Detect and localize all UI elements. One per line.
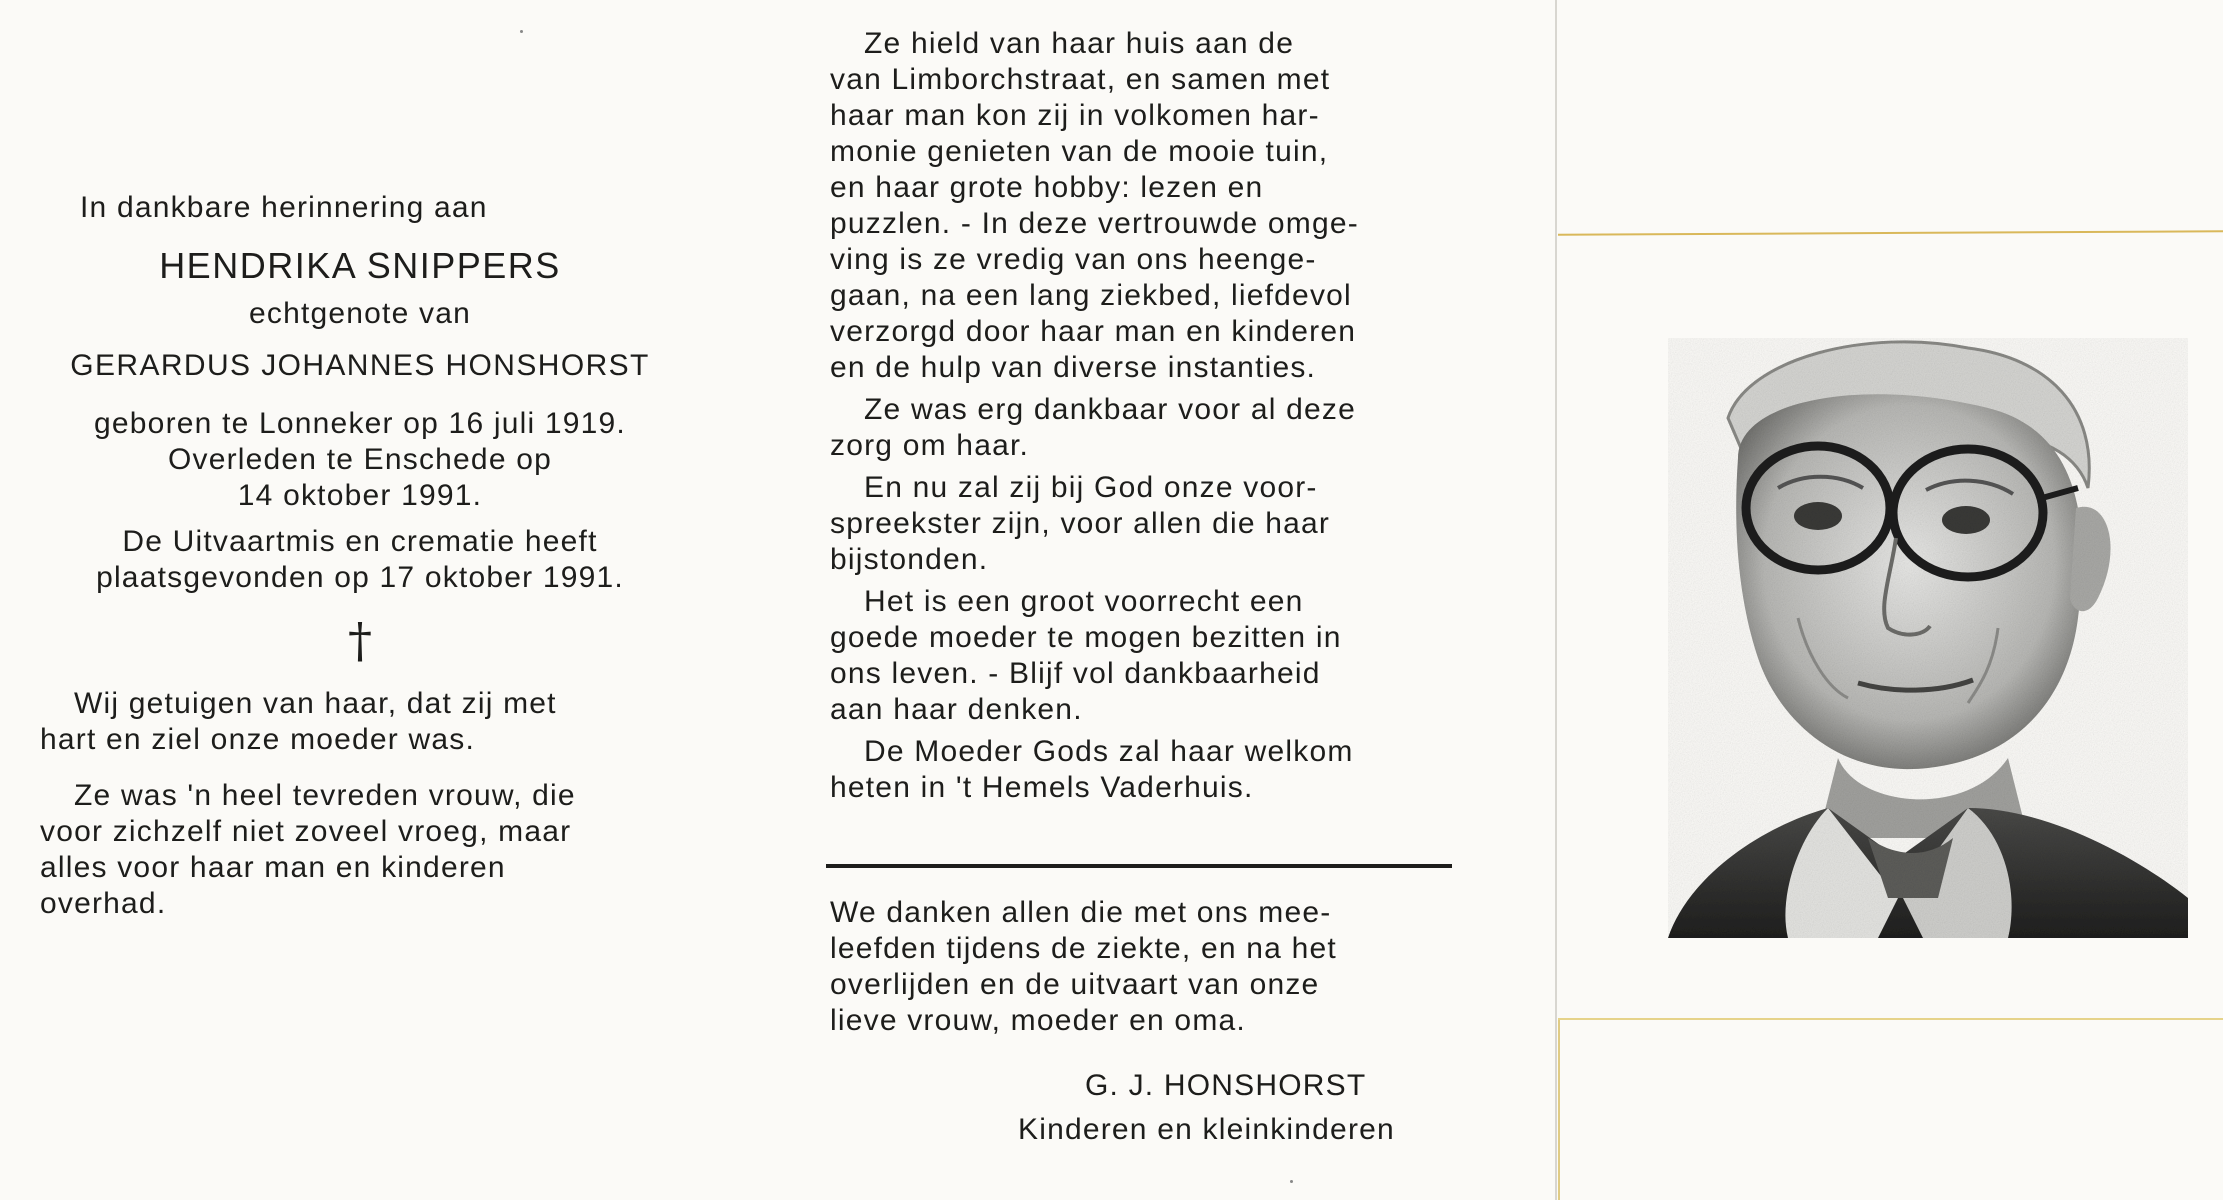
paragraph-2-line-3: alles voor haar man en kinderen — [40, 851, 506, 884]
born-line-1: geboren te Lonneker op 16 juli 1919. — [94, 407, 626, 440]
body-line: bijstonden. — [830, 543, 989, 576]
spouse-name: GERARDUS JOHANNES HONSHORST — [70, 349, 650, 382]
tape-edge-side — [1558, 1020, 1560, 1200]
funeral-line-2: plaatsgevonden op 17 oktober 1991. — [96, 561, 624, 594]
thanks-block — [830, 895, 1450, 1039]
thanks-line: lieve vrouw, moeder en oma. — [830, 1004, 1246, 1037]
body-line: puzzlen. - In deze vertrouwde omge- — [830, 207, 1359, 240]
left-column — [40, 190, 680, 922]
middle-column — [830, 26, 1450, 806]
tape-edge-top — [1558, 230, 2223, 235]
paper-speck — [1290, 1180, 1293, 1183]
body-line: en de hulp van diverse instanties. — [830, 351, 1317, 384]
body-line: verzorgd door haar man en kinderen — [830, 315, 1357, 348]
body-line: spreekster zijn, voor allen die haar — [830, 507, 1331, 540]
paragraph-2-line-4: overhad. — [40, 887, 167, 920]
signature-name: G. J. HONSHORST — [1085, 1069, 1367, 1102]
intro-text: In dankbare herinnering aan — [80, 191, 488, 224]
paragraph-2-line-2: voor zichzelf niet zoveel vroeg, maar — [40, 815, 572, 848]
body-line: ons leven. - Blijf vol dankbaarheid — [830, 657, 1321, 690]
born-line-2: Overleden te Enschede op — [167, 443, 553, 476]
body-line: Ze was erg dankbaar voor al deze — [864, 393, 1356, 426]
body-line: zorg om haar. — [830, 429, 1030, 462]
divider-rule — [826, 864, 1452, 868]
body-line: goede moeder te mogen bezitten in — [830, 621, 1342, 654]
card-fold-edge — [1555, 0, 1557, 1200]
body-line: gaan, na een lang ziekbed, liefdevol — [830, 279, 1352, 312]
body-line: Het is een groot voorrecht een — [864, 585, 1304, 618]
body-line: Ze hield van haar huis aan de — [864, 27, 1295, 60]
body-line: haar man kon zij in volkomen har- — [830, 99, 1320, 132]
funeral-line-1: De Uitvaartmis en crematie heeft — [122, 525, 598, 558]
thanks-line: We danken allen die met ons mee- — [830, 896, 1332, 929]
paragraph-1-line-2: hart en ziel onze moeder was. — [40, 723, 476, 756]
thanks-line: overlijden en de uitvaart van onze — [830, 968, 1320, 1001]
paper-speck — [520, 30, 523, 33]
body-line: De Moeder Gods zal haar welkom — [864, 735, 1354, 768]
body-line: ving is ze vredig van ons heenge- — [830, 243, 1317, 276]
body-line: van Limborchstraat, en samen met — [830, 63, 1331, 96]
body-line: en haar grote hobby: lezen en — [830, 171, 1264, 204]
tape-edge-bottom — [1558, 1018, 2223, 1020]
spouse-label: echtgenote van — [249, 297, 471, 330]
portrait-photo — [1668, 338, 2188, 938]
paragraph-1-line-1: Wij getuigen van haar, dat zij met — [74, 687, 557, 720]
body-line: monie genieten van de mooie tuin, — [830, 135, 1329, 168]
paragraph-2-line-1: Ze was 'n heel tevreden vrouw, die — [74, 779, 576, 812]
born-line-3: 14 oktober 1991. — [237, 479, 483, 512]
body-line: aan haar denken. — [830, 693, 1083, 726]
signature-family: Kinderen en kleinkinderen — [1018, 1113, 1395, 1146]
deceased-name: HENDRIKA SNIPPERS — [159, 245, 561, 286]
thanks-line: leefden tijdens de ziekte, en na het — [830, 932, 1337, 965]
body-line: En nu zal zij bij God onze voor- — [864, 471, 1318, 504]
body-line: heten in 't Hemels Vaderhuis. — [830, 771, 1254, 804]
cross-icon: † — [348, 613, 372, 669]
